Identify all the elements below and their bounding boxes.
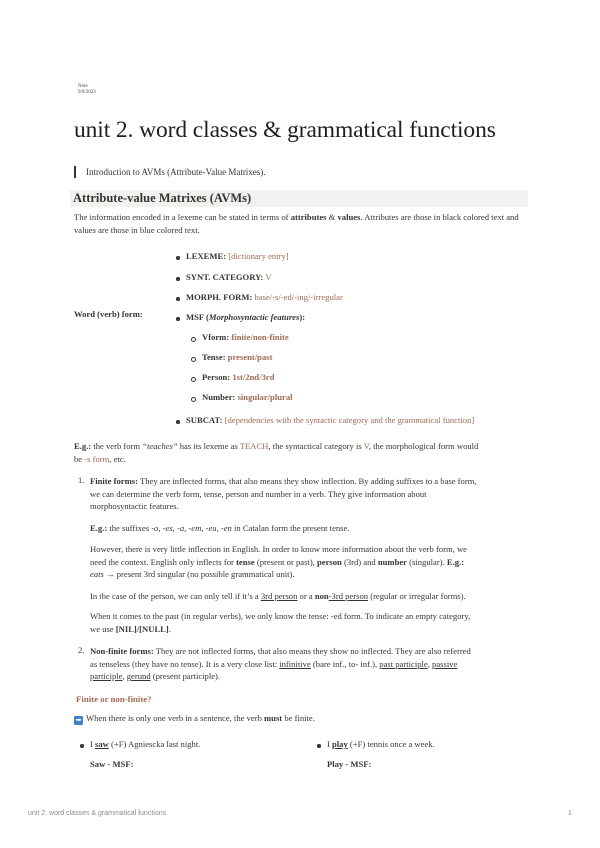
meta-line-1: Note: [78, 84, 88, 89]
section-heading: Attribute-value Matrixes (AVMs): [70, 190, 528, 207]
arrow-right-icon: ➡: [75, 716, 82, 724]
avm-person: Person: 1st/2nd/3rd: [202, 372, 275, 382]
list-number-2: 2.: [78, 645, 85, 655]
avm-number: Number: singular/plural: [202, 392, 293, 402]
page-title: unit 2. word classes & grammatical functions: [74, 117, 496, 143]
avm-msf: MSF (Morphosyntactic features):: [186, 312, 306, 322]
person-case-paragraph: In the case of the person, we can only tell if it’s a 3rd person or a non-3rd person (regular or irregular forms).: [90, 591, 466, 601]
avm-subcat: SUBCAT: [dependencies with the syntactic category and the grammatical function]: [186, 415, 475, 425]
nonfinite-forms-item: Non-finite forms: They are not inflected forms, that also means they show no inflected. They are also referred as tenseless (they have no tense). It is a very close list: infinitive (bare inf., to- inf.), past participle, passive participle, gerund (present participle).: [90, 646, 471, 682]
avm-label: Word (verb) form:: [74, 309, 143, 319]
saw-msf: Saw - MSF:: [90, 759, 134, 769]
example-teaches: E.g.: the verb form “teaches” has its lexeme as TEACH, the syntactical category is V, the morphological form would be -s form, etc.: [74, 441, 479, 464]
list-number-1: 1.: [78, 475, 85, 485]
footer-page-number: 1: [568, 810, 572, 817]
avm-vform: Vform: finite/non-finite: [202, 332, 289, 342]
example-saw: I saw (+F) Agniescka last night.: [90, 739, 201, 749]
however-paragraph: However, there is very little inflection in English. In order to know more information about the verb form, we need the context. English only inflects for tense (present or past), person (3rd) and number (singular). E.g.: eats → present 3rd singular (no possible grammatical unit).: [90, 544, 467, 580]
footer-title: unit 2. word classes & grammatical functions: [28, 810, 167, 817]
past-paragraph: When it comes to the past (in regular verbs), we only know the tense: -ed form. To indicate an empty category, we use [NIL]/[NULL].: [90, 611, 471, 634]
avm-lexeme: LEXEME: [dictionary entry]: [186, 251, 289, 261]
intro-paragraph: The information encoded in a lexeme can be stated in terms of attributes & values. Attributes are those in black colored text and values are those in blue colored text.: [74, 212, 519, 235]
play-msf: Play - MSF:: [327, 759, 372, 769]
rule-line: ➡ When there is only one verb in a sentence, the verb must be finite.: [75, 713, 315, 724]
finite-question-heading: Finite or non-finite?: [76, 694, 152, 704]
meta-line-2: 9/9/2023: [78, 90, 96, 95]
example-catalan: E.g.: the suffixes -o, -es, -a, -em, -eu, -en in Catalan form the present tense.: [90, 523, 350, 533]
avm-morph-form: MORPH. FORM: base/-s/-ed/-ing/-irregular: [186, 292, 343, 302]
finite-forms-item: Finite forms: They are inflected forms, that also means they show inflection. By adding suffixes to a base form, we can determine the verb form, tense, person and number in a verb. They give information about morphosyntactic features.: [90, 476, 477, 512]
example-play: I play (+F) tennis once a week.: [327, 739, 435, 749]
intro-quote: Introduction to AVMs (Attribute-Value Matrixes).: [74, 166, 266, 178]
avm-tense: Tense: present/past: [202, 352, 273, 362]
avm-synt-category: SYNT. CATEGORY: V: [186, 272, 272, 282]
